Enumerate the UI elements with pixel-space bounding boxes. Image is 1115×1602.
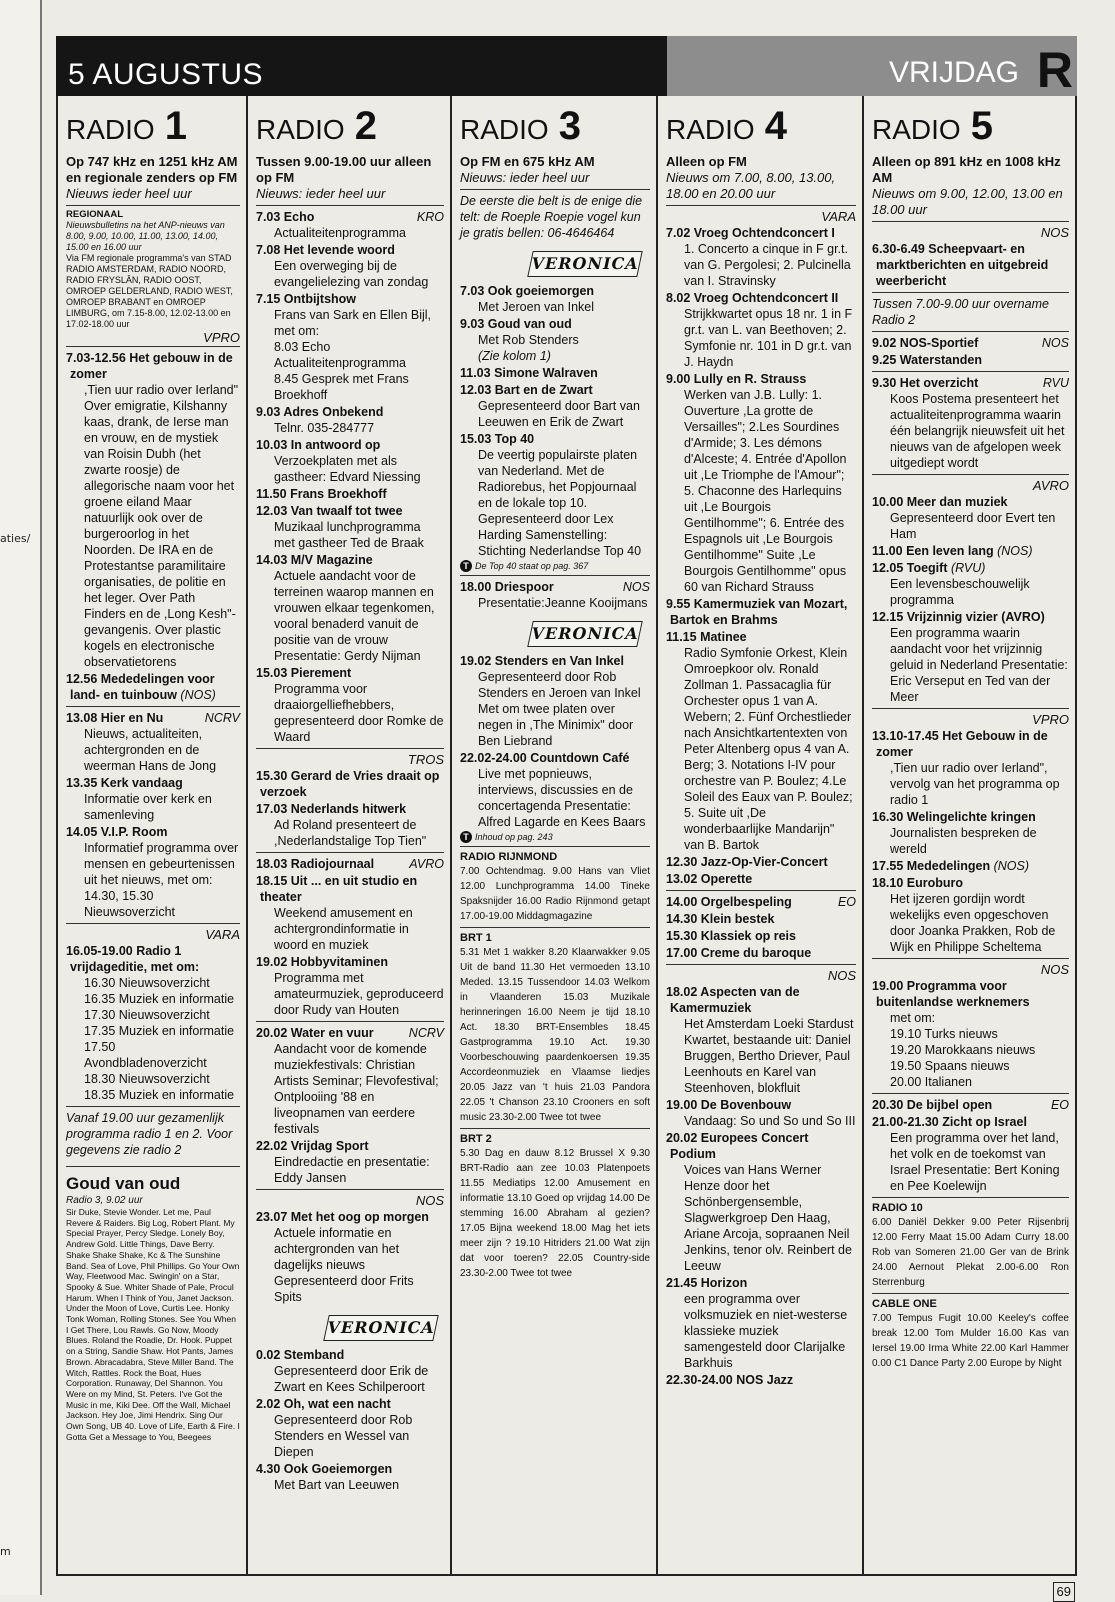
program-entry: 11.50 Frans Broekhoff (256, 487, 387, 501)
program-entry: 7.03-12.56 Het gebouw in de zomer ,Tien uur radio over Ierland" Over emigratie, Kilshanny kaas, drank, de Ierse man en vrouw, en de mystiek van Roisin Dubh (het zwarte roosje) de allegorische naam voor het groene eiland Maar natuurlijk ook over de burgeroorlog in het Noorden. De IRA en de Protestantse paramilitaire organisaties, de politie en het leger. Over Path Finders en de ,Long Kesh"-gevangenis. Over plastic kogels en electronische observatietorens (66, 351, 239, 669)
program-entry: 23.07 Met het oog op morgen Actuele informatie en achtergronden van het dagelijks nieuws Gepresenteerd door Frits Spits (256, 1210, 429, 1304)
station-title: CABLE ONE (872, 1298, 937, 1310)
page-reference: T De Top 40 staat op pag. 367 (460, 560, 650, 572)
program-entry: 7.02 Vroeg Ochtendconcert I 1. Concerto a cinque in F gr.t. van G. Pergolesi; 2. Pulcinella van I. Stravinsky (666, 226, 851, 288)
news-info: Nieuws om 9.00, 12.00, 13.00 en 18.00 uur (872, 186, 1063, 217)
station-listing: 5.30 Dag en dauw 8.12 Brussel X 9.30 BRT-Radio aan zee 10.03 Platenpoets 11.55 Mediatips 12.00 Amusement en informatie 13.10 Goed op vrijdag 14.00 De stemming 16.00 Abraham al gezien? 17.05 Bijna weekend 18.00 Mag het iets meer zijn ? 19.10 Hitriders 21.00 Wat zijn dat voor toeren? 22.05 Country-side 23.30-2.00 Twee tot twee (460, 1148, 650, 1279)
column-radio-4 (658, 96, 864, 1574)
roepie-note: De eerste die belt is de enige die telt: de Roeple Roepie vogel kun je gratis bellen: 06-4646464 (460, 194, 643, 240)
overname-note: Tussen 7.00-9.00 uur overname Radio 2 (872, 297, 1049, 327)
program-entry: 14.05 V.I.P. Room Informatief programma over mensen en gebeurtenissen uit het nieuws, met om: 14.30, 15.30 Nieuwsoverzicht (66, 825, 239, 919)
program-entry: AVRO 18.03 Radiojournaal (256, 857, 444, 871)
program-entry: 9.03 Adres Onbekend Telnr. 035-284777 (256, 405, 384, 435)
program-entry: 15.03 Pierement Programma voor draaiorgelliefhebbers, gepresenteerd door Romke de Waard (256, 666, 444, 744)
goud-van-oud-title: Goud van oud (66, 1174, 181, 1193)
column-radio-5 (864, 96, 1075, 1574)
program-entry: 19.00 De Bovenbouw Vandaag: So und So und So III (666, 1098, 856, 1128)
program-entry: 14.30 Klein bestek (666, 912, 775, 926)
station-title: BRT 2 (460, 1133, 492, 1145)
program-entry: EO 20.30 De bijbel open (872, 1098, 1069, 1112)
program-entry: 22.02-24.00 Countdown Café Live met popnieuws, interviews, discussies en de concertagenda Presentatie: Alfred Lagarde en Kees Baars (460, 751, 646, 829)
broadcaster-label: VARA (205, 927, 240, 942)
station-title: RADIO 10 (872, 1202, 923, 1214)
frequency-info: Op FM en 675 kHz AM (460, 154, 595, 169)
news-info: Nieuws ieder heel uur (66, 186, 192, 201)
program-entry: 9.03 Goud van oud Met Rob Stenders (Zie kolom 1) (460, 317, 579, 363)
station-title: RADIO RIJNMOND (460, 851, 558, 863)
banner-day: VRIJDAG (888, 56, 1019, 89)
program-entry: NCRV 13.08 Hier en Nu Nieuws, actualiteiten, achtergronden en de weerman Hans de Jong (66, 711, 240, 773)
station-listing: 6.00 Daniël Dekker 9.00 Peter Rijsenbrij 12.00 Ferry Maat 15.00 Adam Curry 18.00 Rob van Someren 21.00 Ger van de Brink 24.00 Aernout Plekat 2.00-6.00 Ron Sterrenburg (872, 1217, 1069, 1288)
program-entry: 12.03 Bart en de Zwart Gepresenteerd door Bart van Leeuwen en Erik de Zwart (460, 383, 640, 429)
column-radio-2 (248, 96, 452, 1574)
station-listing: 7.00 Ochtendmag. 9.00 Hans van Vliet 12.00 Lunchprogramma 14.00 Tineke Spaksnijder 16.00 Radio Rijnmond getapt 17.00-19.00 Middagmagazine (460, 866, 650, 922)
column-radio-1 (58, 96, 248, 1574)
program-entry: 19.02 Stenders en Van Inkel Gepresenteerd door Rob Stenders en Jeroen van Inkel Met om twee platen over negen in ,The Minimix" door Ben Liebrand (460, 654, 641, 748)
news-info: Nieuws: ieder heel uur (460, 170, 590, 185)
program-entry: 6.30-6.49 Scheepvaart- en marktberichten en uitgebreid weerbericht (872, 242, 1049, 288)
station-listing: 7.00 Tempus Fugit 10.00 Keeley's coffee break 12.00 Tom Mulder 16.00 Kas van Iersel 19.00 Irma White 22.00 Karl Hammer 0.00 C1 Dance Party 2.00 Europe by Night (872, 1313, 1069, 1369)
goud-van-oud-playlist: Sir Duke, Stevie Wonder. Let me, Paul Revere & Raiders. Big Log, Robert Plant. My Special Prayer, Percy Sledge. Lonely Boy, Andrew Gold. Little Things, Dave Berry. Shake Shake Shake, Kc & The Sunshine Band. Sea of Love, Phil Phillips. Go Your Own Way, Fleetwood Mac. Swingin' on a Star, Spooky & Sue. Whiter Shade of Pale, Procul Harum. When I Think of You, Janet Jackson. Under the Moon of Love, Curtis Lee. Honky Tonk Woman, Rolling Stones. See You When I Get There, Lou Rawls. Go Now, Moody Blues. Roland the Roadie, Dr. Hook. Puppet on a String, Sandie Shaw. Hot Pants, James Brown. Abracadabra, Steve Miller Band. The Witch, Rattles. Rock the Boat, Hues Corporation. Runaway, Del Shannon. You Were on my Mind, St. Peters. I've Got the Music in me, Kiki Dee. Off the Wall, Michael Jackson. Hey Joe, Jimi Hendrix. Sing Our Own Song, UB 40. Love of Life, Earth & Fire. I Gotta Get a Message to You, Beegees (66, 1207, 240, 1442)
frequency-info: Op 747 kHz en 1251 kHz AM en regionale zenders op FM (66, 154, 238, 185)
frequency-info: Tussen 9.00-19.00 uur alleen op FM (256, 154, 432, 185)
regional-block: REGIONAAL Nieuwsbulletins na het ANP-nieuws van 8.00, 9.00, 10.00, 11.00, 13.00, 14.00, 15.00 en 16.00 uur Via FM regionale programma's van STAD RADIO AMSTERDAM, RADIO NOORD, RADIO FRYSLÂN, RADIO OOST, OMROEP GELDERLAND, RADIO WEST, OMROEP BRABANT en OMROEP LIMBURG, om 7.15-8.00, 12.02-13.00 en 17.02-18.00 uur (66, 209, 233, 329)
program-entry: 16.30 Welingelichte kringen Journalisten bespreken de wereld (872, 810, 1037, 856)
program-entry: 9.25 Waterstanden (872, 353, 982, 367)
program-entry: 4.30 Ook Goeiemorgen Met Bart van Leeuwen (256, 1462, 400, 1492)
program-entry: 13.02 Operette (666, 872, 753, 886)
program-entry: 11.03 Simone Walraven (460, 366, 598, 380)
broadcaster-label: NOS (415, 1193, 444, 1208)
column-radio-3 (452, 96, 658, 1574)
broadcaster-label: TROS (407, 752, 444, 767)
program-entry: 15.30 Gerard de Vries draait op verzoek (256, 769, 440, 799)
program-entry: 20.02 Europees Concert Podium Voices van Hans Werner Henze door het Schönbergensemble, Slagwerkgroep Den Haag, Ariane Arcoja, sopraanen Neil Jenkins, tenor olv. Reinbert de Leeuw (666, 1131, 852, 1273)
program-entry: 17.00 Creme du baroque (666, 946, 812, 960)
broadcaster-label: NOS (1040, 962, 1069, 977)
program-entry: 19.02 Hobbyvitaminen Programma met amateurmuziek, geproduceerd door Rudy van Houten (256, 955, 444, 1017)
program-entry: 2.02 Oh, wat een nacht Gepresenteerd door Rob Stenders en Wessel van Diepen (256, 1397, 413, 1459)
program-entry: 10.00 Meer dan muziek Gepresenteerd door Evert ten Ham (872, 495, 1056, 541)
program-entry: 17.55 Mededelingen (NOS) (872, 859, 1030, 873)
program-entry: 12.56 Mededelingen voor land- en tuinbouw (NOS) (66, 672, 216, 702)
program-entry: 12.15 Vrijzinnig vizier (AVRO) Een programma waarin aandacht voor het vrijzinnig geluid in Nederland Presentatie: Eric Verseput en Ted van der Meer (872, 610, 1068, 704)
station-listing: 5.31 Met 1 wakker 8.20 Klaarwakker 9.05 Uit de band 11.30 Het vermoeden 13.10 Meded. 13.15 Tussendoor 14.03 Welkom in Vlaanderen 15.03 Muzikale herinneringen 16.00 Neem je tijd 18.10 Act. 18.30 BRT-Ensembles 18.45 Gastprogramma 19.10 Act. 19.30 Voorbeschouwing paardenkoersen 19.35 Accordeonmuziek en Vlaamse liedjes 20.05 Jazz van 't huis 21.03 Pandora 22.05 't Chanson 23.10 Crooners en soft music 23.30-2.00 Twee tot twee (460, 947, 650, 1123)
news-info: Nieuws: ieder heel uur (256, 186, 386, 201)
program-entry: 9.00 Lully en R. Strauss Werken van J.B. Lully: 1. Ouverture ,La grotte de Versailles"; 2.Les Sourdines d'Armide; 3. Les démons d'Alceste; 4. Entrée d'Apollon uit ,Le Triomphe de l'Amour"; 5. Chaconne des Harlequins uit ,Le Bourgois Gentilhomme"; 6. Entrée des Espagnols uit ,Le Bourgois Gentilhomme" Suite ,Le Bourgois Gentilhomme" opus 60 van Richard Strauss (666, 372, 847, 594)
program-entry: 18.02 Aspecten van de Kamermuziek Het Amsterdam Loeki Stardust Kwartet, bestaande uit: Daniel Bruggen, Bertho Driever, Paul Leenhouts en Karel van Steenhoven, blokfluit (666, 985, 854, 1095)
joint-program-note: Vanaf 19.00 uur gezamenlijk programma radio 1 en 2. Voor gegevens zie radio 2 (66, 1111, 233, 1157)
broadcaster-label: VARA (821, 209, 856, 224)
program-entry: 12.05 Toegift (RVU) Een levensbeschouwelijk programma (872, 561, 1030, 607)
column-heading: RADIO 1 (66, 104, 187, 148)
program-entry: 7.08 Het levende woord Een overweging bij de evangelielezing van zondag (256, 243, 429, 289)
program-entry: KRO 7.03 Echo Actualiteitenprogramma (256, 210, 444, 240)
program-entry: NOS 9.02 NOS-Sportief (872, 336, 1069, 350)
section-letter: R (1036, 42, 1073, 96)
column-heading: RADIO 3 (460, 104, 581, 148)
station-title: BRT 1 (460, 932, 492, 944)
program-entry: 15.30 Klassiek op reis (666, 929, 796, 943)
veronica-logo: VERONICA (527, 621, 643, 647)
broadcaster-label: VPRO (1032, 712, 1069, 727)
program-entry: 11.00 Een leven lang (NOS) (872, 544, 1033, 558)
banner-date: 5 AUGUSTUS (68, 58, 264, 91)
program-entry: 18.10 Euroburo Het ijzeren gordijn wordt wekelijks even opgeschoven door Joanka Prakken, Rob de Wijk en Philippe Scheltema (872, 876, 1056, 954)
column-heading: RADIO 5 (872, 104, 993, 148)
program-entry: 15.03 Top 40 De veertig populairste platen van Nederland. Met de Radiorebus, het Popjournaal en de lokale top 10. Gepresenteerd door Lex Harding Samenstelling: Stichting Nederlandse Top 40 (460, 432, 642, 558)
radio-guide-page (56, 36, 1077, 1599)
program-entry: 12.03 Van twaalf tot twee Muzikaal lunchprogramma met gastheer Ted de Braak (256, 504, 424, 550)
program-entry: 10.03 In antwoord op Verzoekplaten met als gastheer: Edvard Niessing (256, 438, 421, 484)
news-info: Nieuws om 7.00, 8.00, 13.00, 18.00 en 20.00 uur (666, 170, 836, 201)
date-banner (56, 36, 1077, 96)
page-number: 69 (1053, 1582, 1075, 1602)
program-entry: 18.15 Uit ... en uit studio en theater Weekend amusement en achtergrondinformatie in woord en muziek (256, 874, 418, 952)
program-entry: EO 14.00 Orgelbespeling (666, 895, 856, 909)
program-entry: 9.55 Kamermuziek van Mozart, Bartok en Brahms (666, 597, 848, 627)
veronica-logo: VERONICA (527, 251, 643, 277)
program-entry: 0.02 Stemband Gepresenteerd door Erik de Zwart en Kees Schilperoort (256, 1348, 429, 1394)
program-entry: 21.00-21.30 Zicht op Israel Een programma over het land, het volk en de toekomst van Israel Presentatie: Bert Koning en Pee Koelewijn (872, 1115, 1060, 1193)
broadcaster-label: NOS (827, 968, 856, 983)
broadcaster-label: VPRO (203, 330, 240, 345)
program-entry: 12.30 Jazz-Op-Vier-Concert (666, 855, 828, 869)
broadcaster-label: NOS (1040, 225, 1069, 240)
program-entry: 13.35 Kerk vandaag Informatie over kerk en samenleving (66, 776, 212, 822)
program-entry: RVU 9.30 Het overzicht Koos Postema presenteert het actualiteitenprogramma waarin één belangrijk nieuwsfeit uit het nieuws van de afgelopen week uitgediept wordt (872, 376, 1069, 470)
program-entry: 14.03 M/V Magazine Actuele aandacht voor de terreinen waarop mannen en vrouwen elkaar tegenkomen, vooral benaderd vanuit de positie van de vrouw Presentatie: Gerdy Nijman (256, 553, 435, 663)
program-entry: 17.03 Nederlands hitwerk Ad Roland presenteert de ,Nederlandstalige Top Tien" (256, 802, 427, 848)
program-entry: 13.10-17.45 Het Gebouw in de zomer ,Tien uur radio over Ierland", vervolg van het programma op radio 1 (872, 729, 1060, 807)
program-entry: NOS 18.00 Driespoor Presentatie:Jeanne Kooijmans (460, 580, 650, 610)
page-reference: T Inhoud op pag. 243 (460, 831, 650, 843)
program-entry: 11.15 Matinee Radio Symfonie Orkest, Klein Omroepkoor olv. Ronald Zollman 1. Passacaglia für Orchester opus 1 van A. Webern; 2. Fünf Orchestlieder nach Ansichtkartentexten von Peter Altenberg opus 4 van A. Berg; 3. Notations I-IV pour orchestre van P. Boulez; 4.Le Soleil des Eaux van P. Boulez; 5. Suite uit ,De wonderbaarlijke Mandarijn" van B. Bartok (666, 630, 853, 852)
adjacent-page-edge (0, 0, 42, 1595)
column-heading: RADIO 2 (256, 104, 377, 148)
program-entry: 22.30-24.00 NOS Jazz (666, 1373, 794, 1387)
program-entry: 7.15 Ontbijtshow Frans van Sark en Ellen Bijl, met om: 8.03 Echo Actualiteitenprogramma 8.45 Gesprek met Frans Broekhoff (256, 292, 432, 402)
adjacent-page-text: aties/ (0, 532, 31, 545)
program-entry: 16.05-19.00 Radio 1 vrijdageditie, met om: 16.30 Nieuwsoverzicht 16.35 Muziek en informatie 17.30 Nieuwsoverzicht 17.35 Muziek en informatie 17.50 Avondbladenoverzicht 18.30 Nieuwsoverzicht 18.35 Muziek en informatie (66, 944, 235, 1102)
program-entry: NCRV 20.02 Water en vuur Aandacht voor de komende muziekfestivals: Christian Artists Seminar; Flevofestival; Ontplooiing '88 en liveopnamen van eerdere festivals (256, 1026, 444, 1136)
program-entry: 8.02 Vroeg Ochtendconcert II Strijkkwartet opus 18 nr. 1 in F gr.t. van L. van Beethoven; 2. Symfonie nr. 101 in D gr.t. van J. Haydn (666, 291, 853, 369)
program-entry: 7.03 Ook goeiemorgen Met Jeroen van Inkel (460, 284, 595, 314)
program-entry: 22.02 Vrijdag Sport Eindredactie en presentatie: Eddy Jansen (256, 1139, 430, 1185)
program-entry: 21.45 Horizon een programma over volksmuziek en niet-westerse klassieke muziek samengesteld door Clarijalke Barkhuis (666, 1276, 848, 1370)
goud-van-oud-subtitle: Radio 3, 9.02 uur (66, 1195, 143, 1206)
broadcaster-label: AVRO (1032, 478, 1069, 493)
frequency-info: Alleen op 891 kHz en 1008 kHz AM (872, 154, 1061, 185)
frequency-info: Alleen op FM (666, 154, 747, 169)
radio-columns (56, 96, 1077, 1576)
column-heading: RADIO 4 (666, 104, 787, 148)
adjacent-page-text: m (0, 1545, 11, 1558)
program-entry: 19.00 Programma voor buitenlandse werknemers met om: 19.10 Turks nieuws 19.20 Marokkaans nieuws 19.50 Spaans nieuws 20.00 Italianen (872, 979, 1036, 1089)
veronica-logo: VERONICA (323, 1315, 439, 1341)
